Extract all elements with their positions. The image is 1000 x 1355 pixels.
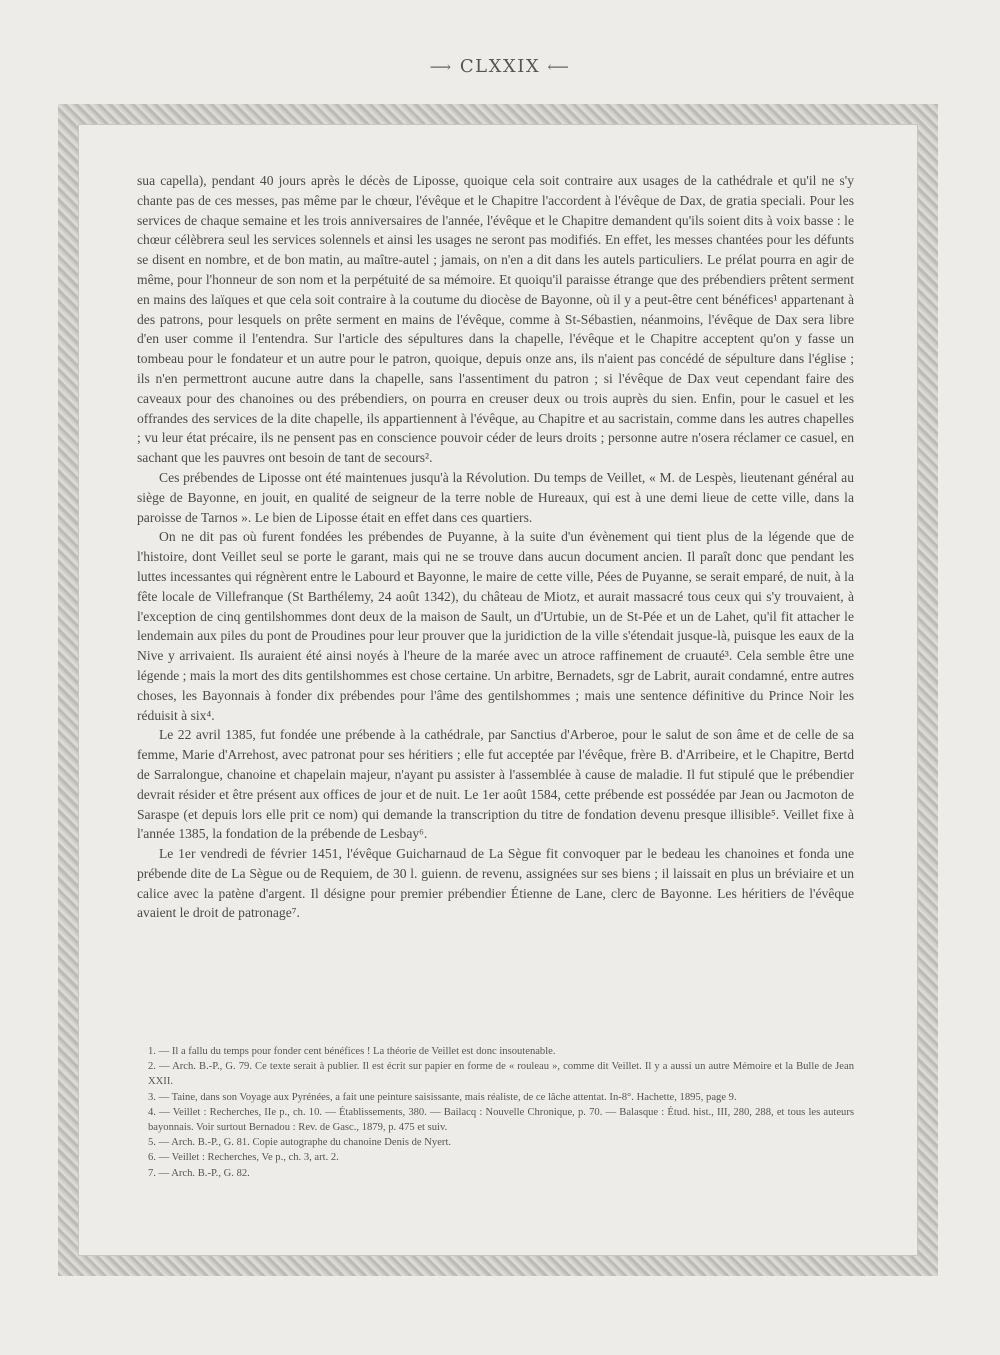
footnote: 7. — Arch. B.-P., G. 82.	[148, 1167, 250, 1179]
footnote: 2. — Arch. B.-P., G. 79. Ce texte serait à publier. Il est écrit sur papier en forme de « rouleau », comme dit Veillet. Il y a aussi un autre Mémoire et la Bulle de Jean XXII.	[148, 1061, 854, 1088]
page-number: CLXXIX	[459, 56, 541, 77]
ornament-left: ⟶	[429, 58, 453, 76]
footnote: 1. — Il a fallu du temps pour fonder cent bénéfices ! La théorie de Veillet est donc insoutenable.	[148, 1046, 556, 1057]
footnote: 6. — Veillet : Recherches, Ve p., ch. 3, art. 2.	[148, 1152, 339, 1164]
paragraph: Ces prébendes de Liposse ont été maintenues jusqu'à la Révolution. Du temps de Veillet, « M. de Lespès, lieutenant général au siège de Bayonne, en jouit, en qualité de seigneur de la terre noble de Hureaux, qui est à une demi lieue de cette ville, dans la paroisse de Tarnos ». Le bien de Liposse était en effet dans ces quartiers.	[137, 469, 854, 525]
ornament-right: ⟵	[547, 58, 571, 76]
footnote: 4. — Veillet : Recherches, IIe p., ch. 10. — Établissements, 380. — Bailacq : Nouvelle Chronique, p. 70. — Balasque : Étud. hist., III, 280, 288, et tous les auteurs bayonnais. Voir surtout Bernadou : Rev. de Gasc., 1879, p. 475 et suiv.	[148, 1106, 854, 1134]
footnotes	[148, 1044, 854, 1181]
paragraph: Le 22 avril 1385, fut fondée une prébende à la cathédrale, par Sanctius d'Arberoe, pour le salut de son âme et de celle de sa femme, Marie d'Arrehost, avec patronat pour ses héritiers ; elle fut acceptée par l'évêque, frère B. d'Arribeire, et le Chapitre, Bertd de Sarralongue, chanoine et chapelain majeur, n'ayant pu assister à l'assemblée à cause de maladie. Il fut stipulé que le prébendier devrait résider et être présent aux offices de jour et de nuit. Le 1er août 1584, cette prébende est possédée par Jean ou Jacmoton de Saraspe (et depuis lors elle prit ce nom) qui demande la transcription du titre de fondation devenu presque illisible⁵. Veillet fixe à l'année 1385, la fondation de la prébende de Lesbay⁶.	[137, 727, 854, 842]
paragraph: Le 1er vendredi de février 1451, l'évêque Guicharnaud de La Sègue fit convoquer par le bedeau les chanoines et fonda une prébende dite de La Sègue ou de Requiem, de 30 l. guienn. de revenu, assignées sur ses biens ; il laissait en plus un bréviaire et un calice avec la patène d'argent. Il désigne pour premier prébendier Étienne de Lane, clerc de Bayonne. Les héritiers de l'évêque avaient le droit de patronage⁷.	[137, 846, 854, 921]
main-text	[137, 171, 854, 923]
paragraph: On ne dit pas où furent fondées les prébendes de Puyanne, à la suite d'un évènement qui tient plus de la légende que de l'histoire, dont Veillet seul se porte le garant, mais qui ne se trouve dans aucun document ancien. Il paraît donc que pendant les luttes incessantes qui régnèrent entre le Labourd et Bayonne, le maire de cette ville, Pées de Puyanne, se serait emparé, de nuit, à la fête locale de Villefranque (St Barthélemy, 24 août 1342), du château de Miotz, et aurait massacré tous ceux qui s'y trouvaient, à l'exception de cinq gentilshommes dont deux de la maison de Sault, un d'Urtubie, un de St-Pée et un de Lahet, qu'il fit attacher le lendemain aux piles du pont de Proudines pour leur prouver que la juridiction de la ville s'étendait jusque-là, puisque les eaux de la Nive y arrivaient. Ils auraient été ainsi noyés à l'heure de la marée avec un atroce raffinement de cruauté³. Cela semble être une légende ; mais la mort des dits gentilshommes est chose certaine. Un arbitre, Bernadets, sgr de Labrit, aurait condamné, entre autres choses, les Bayonnais à fonder dix prébendes pour l'âme des gentilshommes ; mais une sentence définitive du Prince Noir les réduisit à six⁴.	[137, 529, 854, 723]
footnote: 3. — Taine, dans son Voyage aux Pyrénées, a fait une peinture saisissante, mais réaliste, de ce lâche attentat. In-8°. Hachette, 1895, page 9.	[148, 1091, 737, 1103]
page-header	[0, 56, 1000, 77]
footnote: 5. — Arch. B.-P., G. 81. Copie autographe du chanoine Denis de Nyert.	[148, 1137, 452, 1149]
paragraph: sua capella), pendant 40 jours après le décès de Liposse, quoique cela soit contraire aux usages de la cathédrale et qu'il ne s'y chante pas de ces messes, pas même par le chœur, l'évêque et le Chapitre l'accordent à l'évêque de Dax, de gratia speciali. Pour les services de chaque semaine et les trois anniversaires de l'année, l'évêque et le Chapitre demandent qu'ils soient dits à voix basse : le chœur célèbrera seul les services solennels et ainsi les usages ne seront pas modifiés. En effet, les messes chantées pour les défunts se disent en nombre, et de bon matin, au maître-autel ; jamais, on n'en a dit dans les autels particuliers. Le prélat pourra en agir de même, pour l'honneur de son nom et la perpétuité de sa mémoire. Et quoiqu'il paraisse étrange que des prébendiers prêtent serment en mains des laïques et que cela soit contraire à la coutume du diocèse de Bayonne, où il y a peut-être cent bénéfices¹ appartenant à des patrons, pour lesquels on prête serment en mains de l'évêque, comme à St-Sébastien, néanmoins, l'évêque de Dax sera libre d'en user comme il l'entendra. Sur l'article des sépultures dans la chapelle, l'évêque et le Chapitre acceptent qu'on y fasse un tombeau pour le fondateur et un autre pour le patron, quoique, depuis onze ans, ils n'aient pas concédé de sépulture dans l'église ; ils n'en permettront aucune autre dans la chapelle, sans l'assentiment du patron ; si l'évêque de Dax veut cependant faire des caveaux pour des chanoines ou des prébendiers, on pourra en creuser deux ou trois auprès du sien. Enfin, pour le casuel et les offrandes des services de la dite chapelle, ils appartiennent à l'évêque, au Chapitre et au sacristain, comme dans les autres chapelles ; vu leur état précaire, ils ne pensent pas en conscience pouvoir céder de leurs droits ; personne autre n'osera réclamer ce casuel, en sachant que les pauvres ont besoin de tant de secours².	[137, 173, 854, 466]
